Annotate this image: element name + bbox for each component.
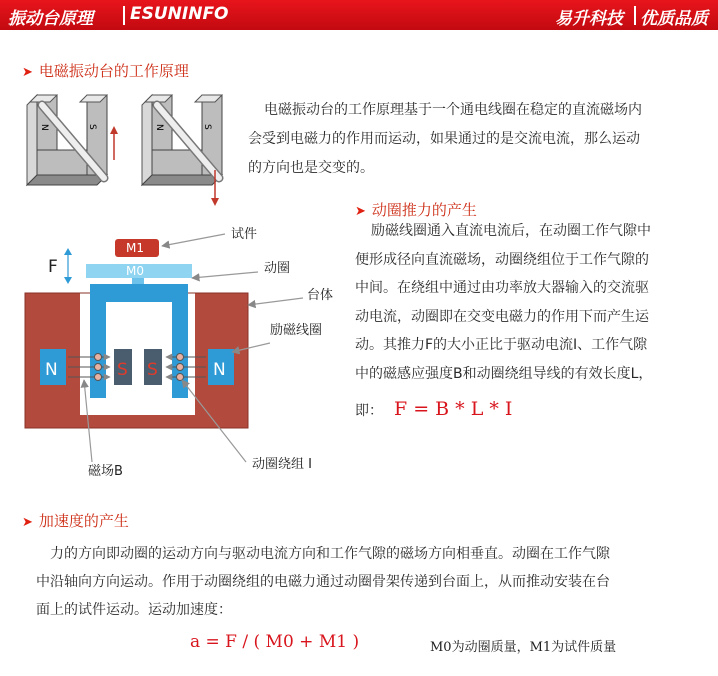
formula-force: F = B * L * I xyxy=(394,398,513,420)
pole-label-n-right: N xyxy=(213,360,226,380)
magnet-figure xyxy=(22,90,237,215)
bullet-arrow-icon: ➤ xyxy=(355,204,366,219)
label-coil-winding: 动圈绕组 I xyxy=(252,457,312,472)
header-brand: ESUNINFO xyxy=(130,4,229,24)
section2-heading: ➤ 动圈推力的产生 xyxy=(355,201,477,219)
label-magnetic-field: 磁场B xyxy=(88,464,123,479)
section2-paragraph: 励磁线圈通入直流电流后，在动圈工作气隙中 便形成径向直流磁场，动圈绕组位于工作气隙的 中间。在绕组中通过由功率放大器输入的交流驱 动电流，动圈即在交变电磁力的作用下而产生运 动。其推力F的大小正比于驱动电流I、工作气隙 中的磁感应强度B和动圈绕组导线的有效长度L， xyxy=(355,223,653,382)
header-slogan-1: 易升科技 xyxy=(555,9,623,29)
bullet-arrow-icon: ➤ xyxy=(22,65,33,80)
vibration-table-diagram xyxy=(20,220,355,485)
header-slogan-2: 优质品质 xyxy=(640,9,708,29)
magnet-right-n: N xyxy=(154,124,164,131)
magnet-left-s: S xyxy=(87,124,97,130)
section3-paragraph: 力的方向即动圈的运动方向与驱动电流方向和工作气隙的磁场方向相垂直。动圈在工作气隙 中沿轴向方向运动。作用于动圈绕组的电磁力通过动圈骨架传递到台面上，从而推动安装在台 面上的试件运动。运动加速度： xyxy=(36,546,610,618)
label-table-body: 台体 xyxy=(307,288,334,303)
pole-label-n-left: N xyxy=(45,360,58,380)
bullet-arrow-icon: ➤ xyxy=(22,515,33,530)
m0-label: M0 xyxy=(126,264,144,278)
formula-acceleration: a = F / ( M0 + M1 ) xyxy=(190,632,360,652)
pole-label-s-right: S xyxy=(147,360,158,380)
force-label: F xyxy=(48,257,58,277)
header-divider xyxy=(123,6,125,25)
pole-label-s-left: S xyxy=(117,360,128,380)
label-specimen: 试件 xyxy=(231,227,258,242)
header-divider-right xyxy=(634,6,636,25)
u-magnet-right xyxy=(142,95,222,206)
label-moving-coil: 动圈 xyxy=(264,261,291,276)
section1-paragraph: 电磁振动台的工作原理基于一个通电线圈在稳定的直流磁场内 会受到电磁力的作用而运动，如果通过的是交流电流，那么运动 的方向也是交变的。 xyxy=(248,102,642,176)
formula-note: M0为动圈质量，M1为试件质量 xyxy=(430,640,617,655)
magnet-right-s: S xyxy=(202,124,212,130)
m1-label: M1 xyxy=(126,241,144,255)
u-magnet-left xyxy=(27,95,118,185)
formula1-prefix: 即： xyxy=(355,403,383,419)
section3-heading: ➤ 加速度的产生 xyxy=(22,512,129,530)
label-excitation-coil: 励磁线圈 xyxy=(270,323,323,338)
magnet-left-n: N xyxy=(39,124,49,131)
header-bar xyxy=(0,0,718,30)
header-title: 振动台原理 xyxy=(8,9,93,29)
section1-heading: ➤ 电磁振动台的工作原理 xyxy=(22,62,189,80)
